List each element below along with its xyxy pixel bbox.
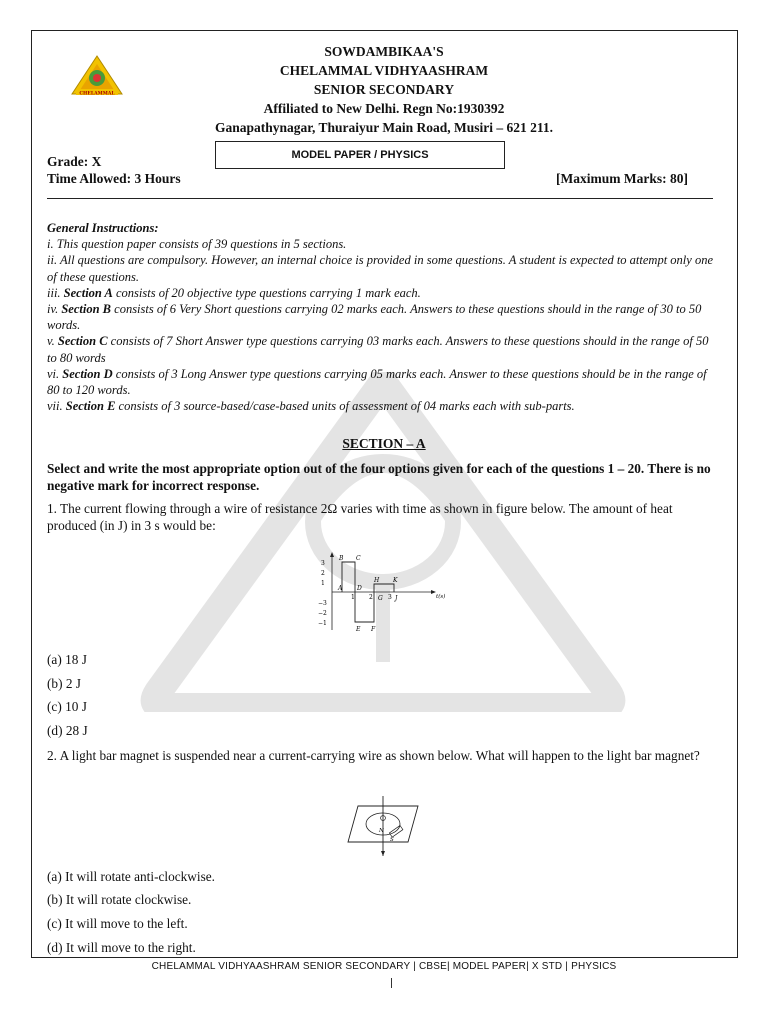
current-arrow: [381, 851, 385, 856]
instruction-vi-section: Section D: [62, 366, 113, 381]
instruction-iv-num: iv.: [47, 302, 62, 317]
school-name-line3: SENIOR SECONDARY: [313, 82, 455, 97]
maximum-marks: [Maximum Marks: 80]: [556, 171, 688, 186]
school-header: [140, 42, 628, 137]
instruction-v-num: v.: [47, 334, 58, 349]
ytick-2: 2: [321, 570, 325, 577]
school-name-line1: SOWDAMBIKAA'S: [324, 44, 444, 59]
label-s: S: [390, 837, 394, 843]
page-number-mark: [391, 978, 392, 988]
instruction-iv-text: consists of 6 Very Short questions carrying 02 marks each. Answers to these questions should in the range of 30 to 50 words.: [47, 302, 702, 333]
graph-current-line-2: [374, 584, 394, 592]
x-axis-label: t(s): [436, 594, 446, 600]
instruction-vii-text: consists of 3 source-based/case-based units of assessment of 04 marks each with sub-parts.: [115, 399, 575, 414]
ytick-neg2: −2: [318, 610, 327, 617]
school-logo-icon: [70, 54, 124, 98]
question-2-text: 2. A light bar magnet is suspended near a current-carrying wire as shown below. What will happen to the light bar magnet?: [47, 748, 700, 763]
instructions-title: General Instructions:: [47, 221, 159, 235]
logo-text: CHELAMMAL: [79, 91, 115, 97]
affiliation: Affiliated to New Delhi. Regn No:1930392: [263, 101, 505, 116]
instruction-vii-section: Section E: [65, 399, 116, 414]
ytick-neg1: −1: [318, 620, 327, 627]
magnet-wire-diagram: [346, 796, 422, 858]
header-divider: [47, 198, 713, 199]
label-k: K: [393, 577, 398, 584]
xtick-2: 2: [369, 594, 373, 601]
instruction-vi-num: vi.: [47, 366, 63, 381]
ytick-1: 1: [321, 580, 325, 587]
section-a-title: SECTION – A: [342, 436, 426, 451]
q1-option-a: (a) 18 J: [47, 652, 87, 667]
current-time-graph: [318, 552, 450, 634]
label-c: C: [356, 555, 361, 562]
paper-title: MODEL PAPER / PHYSICS: [215, 141, 505, 169]
label-d: D: [357, 585, 362, 592]
instruction-v: [47, 333, 719, 365]
ytick-neg3: −3: [318, 600, 327, 607]
instruction-iii: [47, 285, 719, 301]
q2-option-b: (b) It will rotate clockwise.: [47, 892, 192, 907]
instruction-iv-section: Section B: [61, 302, 112, 317]
section-a-directive: Select and write the most appropriate option out of the four options given for each of the questions 1 – 20. There is no negative mark for incorrect response.: [47, 461, 711, 493]
general-instructions: [47, 220, 719, 414]
instruction-vii: [47, 398, 719, 414]
label-h: H: [374, 577, 380, 584]
q1-option-d: (d) 28 J: [47, 723, 88, 738]
label-b: B: [339, 555, 344, 562]
instruction-v-section: Section C: [57, 334, 108, 349]
q2-option-c: (c) It will move to the left.: [47, 916, 188, 931]
label-j: J: [395, 595, 398, 602]
ytick-3: 3: [321, 560, 325, 567]
instruction-vi: [47, 366, 719, 398]
question-1-text: 1. The current flowing through a wire of resistance 2Ω varies with time as shown in figure below. The amount of heat produced (in J) in 3 s would be:: [47, 501, 673, 533]
address: Ganapathynagar, Thuraiyur Main Road, Musiri – 621 211.: [214, 120, 554, 135]
q1-option-b: (b) 2 J: [47, 676, 81, 691]
school-name-line2: CHELAMMAL VIDHYAASHRAM: [279, 63, 489, 78]
instruction-iii-text: consists of 20 objective type questions carrying 1 mark each.: [112, 285, 421, 300]
instruction-vii-num: vii.: [47, 399, 66, 414]
watermark-emblem-icon: [138, 372, 628, 712]
instruction-iii-num: iii.: [47, 285, 64, 300]
label-e: E: [356, 626, 361, 633]
label-g: G: [378, 595, 383, 602]
q2-option-a: (a) It will rotate anti-clockwise.: [47, 869, 215, 884]
q2-option-d: (d) It will move to the right.: [47, 940, 196, 955]
xtick-3: 3: [388, 594, 392, 601]
instruction-i: i. This question paper consists of 39 questions in 5 sections.: [47, 237, 347, 252]
label-a: A: [338, 585, 343, 592]
xtick-1: 1: [351, 594, 355, 601]
q1-option-c: (c) 10 J: [47, 699, 87, 714]
instruction-ii: ii. All questions are compulsory. However, an internal choice is provided in some questions. A student is expected to attempt only one of these questions.: [47, 253, 713, 284]
graph-y-arrow: [330, 552, 334, 557]
instruction-v-text: consists of 7 Short Answer type questions carrying 03 marks each. Answers to these questions should in the range of 50 to 80 words: [47, 334, 709, 365]
instruction-iii-section: Section A: [63, 285, 113, 300]
grade: Grade: X: [47, 154, 102, 169]
instruction-vi-text: consists of 3 Long Answer type questions carrying 05 marks each. Answer to these questions should be in the range of 80 to 120 words.: [47, 366, 707, 398]
time-allowed: Time Allowed: 3 Hours: [47, 171, 181, 186]
label-n: N: [379, 828, 384, 834]
label-f: F: [371, 626, 376, 633]
page-footer: CHELAMMAL VIDHYAASHRAM SENIOR SECONDARY | CBSE| MODEL PAPER| X STD | PHYSICS: [151, 961, 617, 972]
instruction-iv: [47, 301, 719, 333]
